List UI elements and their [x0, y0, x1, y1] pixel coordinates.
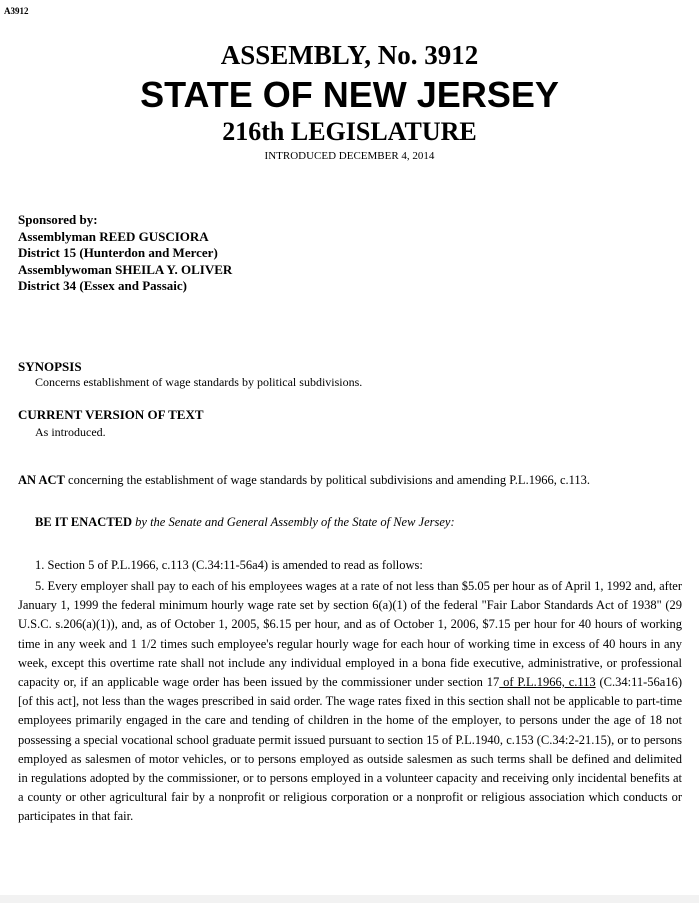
current-version-heading: CURRENT VERSION OF TEXT: [18, 407, 204, 422]
body-part-1: 5. Every employer shall pay to each of his employees wages at a rate of not less than $5.05 per hour as of April 1, 1992 and, after January 1, 1999 the federal minimum hourly wage rate set by section 6(a)(1) of the federal "Fair Labor Standards Act of 1938" (29 U.S.C. s.206(a)(1)), and, as of October 1, 2005, $6.15 per hour, and as of October 1, 2006, $7.15 per hour for 40 hours of working time in any week and 1 1/2 times such employee's regular hourly wage for each hour of working time in excess of 40 hours in any week, except this overtime rate shall not include any individual employed in a bona fide executive, administrative, or professional capacity or, if an applicable wage order has been issued by the commissioner under section 17: [18, 579, 682, 690]
act-text: concerning the establishment of wage standards by political subdivisions and amending P.L.1966, c.113.: [64, 473, 591, 487]
act-title: [18, 473, 590, 488]
section-1-line: 1. Section 5 of P.L.1966, c.113 (C.34:11-56a4) is amended to read as follows:: [35, 558, 423, 572]
synopsis-text: Concerns establishment of wage standards by political subdivisions.: [35, 375, 363, 389]
page-bottom-edge: [0, 895, 699, 903]
body-underlined-citation: of P.L.1966, c.113: [499, 675, 596, 690]
introduced-date: INTRODUCED DECEMBER 4, 2014: [264, 150, 435, 162]
enacted-lead: BE IT ENACTED: [35, 515, 133, 529]
state-title: STATE OF NEW JERSEY: [140, 74, 559, 115]
current-version-text: As introduced.: [35, 425, 106, 439]
sponsor-line: Assemblywoman SHEILA Y. OLIVER: [18, 261, 233, 277]
page-id: A3912: [4, 6, 29, 16]
synopsis-heading: SYNOPSIS: [18, 359, 82, 374]
legislature-title: 216th LEGISLATURE: [222, 117, 477, 146]
sponsor-line: District 34 (Essex and Passaic): [18, 278, 187, 293]
sponsors-block: [18, 212, 232, 295]
sponsor-line: Assemblyman REED GUSCIORA: [18, 228, 209, 244]
enacted-text: by the Senate and General Assembly of the State of New Jersey:: [132, 515, 455, 529]
section-5-paragraph: [18, 577, 682, 827]
bill-number-title: ASSEMBLY, No. 3912: [220, 40, 479, 70]
enacting-clause: [35, 515, 455, 530]
body-part-2: (C.34:11-56a16) [of this act], not less than the wages prescribed in said order. The wage rates fixed in this section shall not be applicable to part-time employees primarily engaged in the care and tending of children in the home of the employer, to persons under the age of 18 not possessing a special vocational school graduate permit issued pursuant to section 15 of P.L.1940, c.153 (C.34:2-21.15), or to persons employed as salesmen of motor vehicles, or to persons employed as outside salesmen as such terms shall be defined and delimited in regulations adopted by the commissioner, or to persons employed in a volunteer capacity and receiving only incidental benefits at a county or other agricultural fair by a nonprofit or religious corporation or a nonprofit or religious association which conducts or participates in that fair.: [18, 675, 682, 824]
sponsors-heading: Sponsored by:: [18, 212, 98, 227]
sponsor-line: District 15 (Hunterdon and Mercer): [18, 245, 218, 260]
act-lead: AN ACT: [18, 473, 65, 487]
